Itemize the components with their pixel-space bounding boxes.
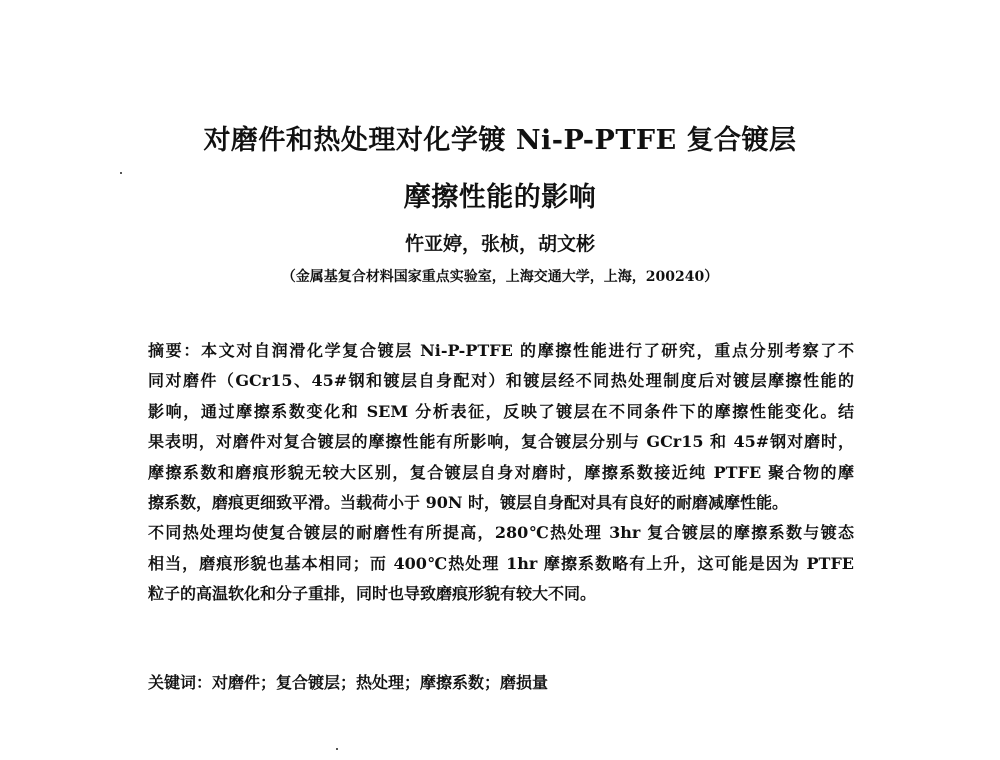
abstract-line: 影响，通过摩擦系数变化和 SEM 分析表征，反映了镀层在不同条件下的摩擦性能变化。结 xyxy=(148,401,854,421)
abstract-line: 摘要：本文对自润滑化学复合镀层 Ni-P-PTFE 的摩擦性能进行了研究，重点分别考察了不 xyxy=(148,341,854,360)
keywords: 关键词：对磨件；复合镀层；热处理；摩擦系数；磨损量 xyxy=(148,673,549,692)
abstract-line: 擦系数，磨痕更细致平滑。当载荷小于 90N 时，镀层自身配对具有良好的耐磨减摩性能。 xyxy=(148,493,789,513)
scan-speck xyxy=(336,748,338,750)
authors: 忤亚婷，张桢，胡文彬 xyxy=(404,233,595,255)
abstract xyxy=(148,336,854,610)
scan-speck xyxy=(120,172,122,174)
title-line-2: 摩擦性能的影响 xyxy=(403,182,597,213)
abstract-line: 摩擦系数和磨痕形貌无较大区别，复合镀层自身对磨时，摩擦系数接近纯 PTFE 聚合物的摩 xyxy=(148,462,854,482)
affiliation: （金属基复合材料国家重点实验室，上海交通大学，上海，200240） xyxy=(281,269,719,285)
abstract-line: 相当，磨痕形貌也基本相同；而 400℃热处理 1hr 摩擦系数略有上升，这可能是因为 PTFE xyxy=(148,553,854,573)
abstract-line: 不同热处理均使复合镀层的耐磨性有所提高，280℃热处理 3hr 复合镀层的摩擦系数与镀态 xyxy=(148,523,854,543)
abstract-line: 粒子的高温软化和分子重排，同时也导致磨痕形貌有较大不同。 xyxy=(148,584,597,604)
abstract-line: 果表明，对磨件对复合镀层的摩擦性能有所影响，复合镀层分别与 GCr15 和 45#钢对磨时， xyxy=(148,432,854,452)
abstract-line: 同对磨件（GCr15、45#钢和镀层自身配对）和镀层经不同热处理制度后对镀层摩擦性能的 xyxy=(148,371,854,391)
title-line-1: 对磨件和热处理对化学镀 Ni-P-PTFE 复合镀层 xyxy=(203,125,797,156)
